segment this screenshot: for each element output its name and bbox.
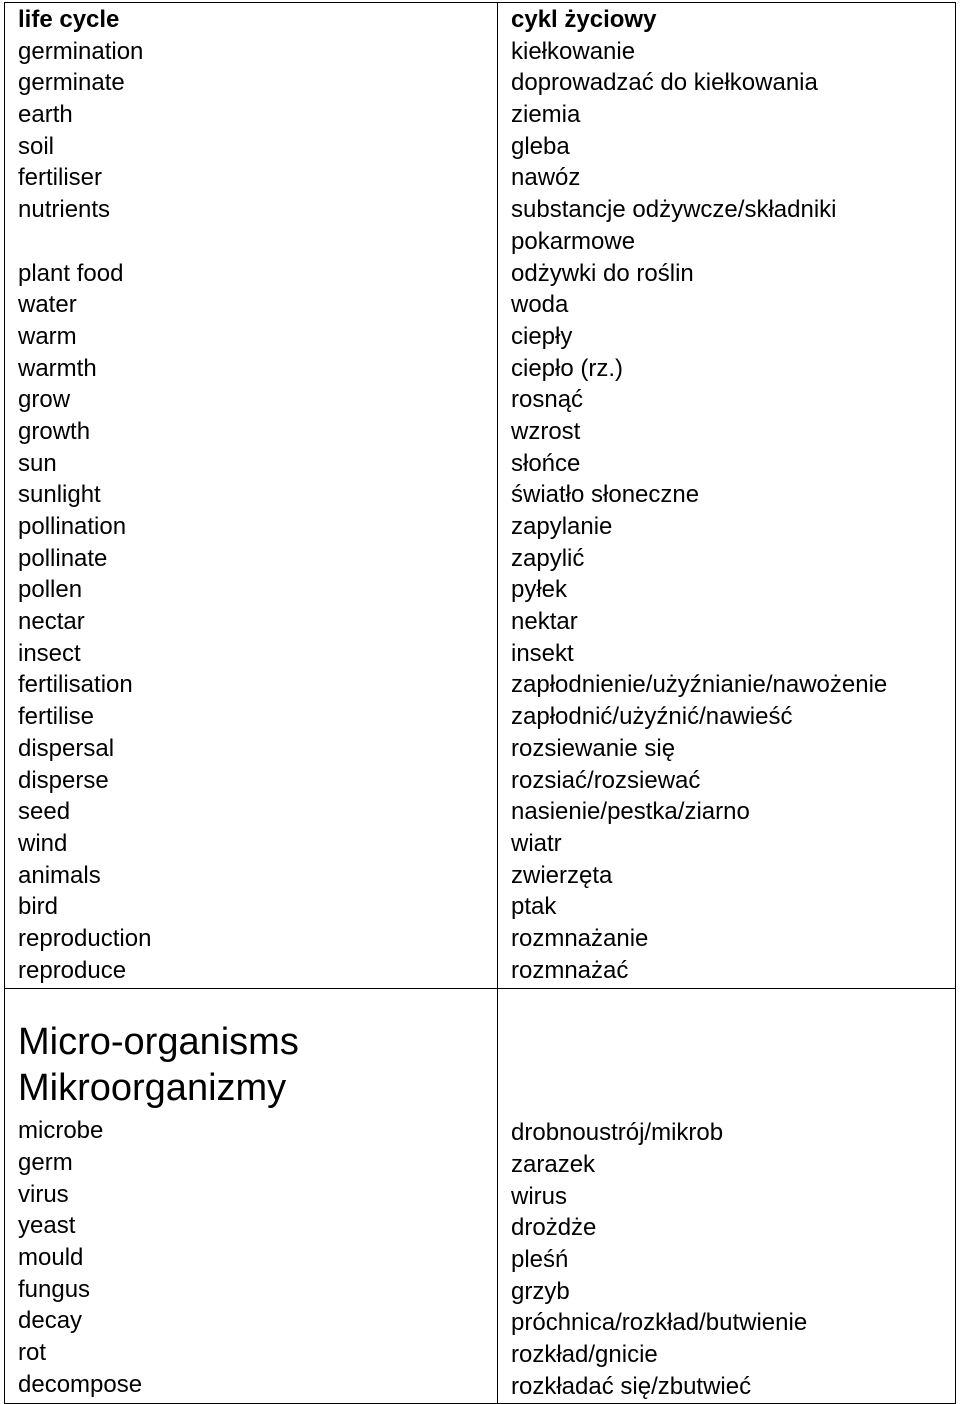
term-row: zapylić bbox=[511, 544, 585, 572]
term-row: warm bbox=[18, 322, 77, 350]
term-row: zwierzęta bbox=[511, 861, 613, 889]
polish-column bbox=[498, 3, 955, 988]
term-row: water bbox=[18, 291, 77, 319]
term-row: rosnąć bbox=[511, 386, 584, 414]
term-row: yeast bbox=[18, 1212, 76, 1240]
term-row: fungus bbox=[18, 1275, 91, 1303]
term-row: animals bbox=[18, 861, 101, 889]
heading-english: Micro-organisms bbox=[18, 1021, 299, 1064]
header-english: life cycle bbox=[18, 6, 120, 33]
term-row: zapylanie bbox=[511, 513, 613, 540]
term-row: insekt bbox=[511, 639, 574, 667]
section-heading bbox=[18, 989, 497, 1113]
term-row: zapłodnić/użyźnić/nawieść bbox=[511, 703, 793, 731]
term-row: germinate bbox=[18, 69, 125, 97]
polish-column-2 bbox=[498, 989, 955, 1402]
term-row: earth bbox=[18, 101, 73, 129]
term-row: rozsiewanie się bbox=[511, 734, 676, 762]
term-row: rozmnażać bbox=[511, 956, 629, 984]
term-row: pollinate bbox=[18, 544, 108, 572]
term-row: dispersal bbox=[18, 734, 115, 762]
term-row: growth bbox=[18, 417, 91, 445]
term-row: grow bbox=[18, 386, 71, 414]
english-column bbox=[5, 3, 498, 988]
term-row: microbe bbox=[18, 1117, 104, 1145]
term-row: próchnica/rozkład/butwienie bbox=[511, 1309, 808, 1337]
header-polish: cykl życiowy bbox=[511, 6, 657, 33]
term-row: pollination bbox=[18, 513, 127, 540]
term-row: seed bbox=[18, 798, 71, 826]
term-row: pyłek bbox=[511, 576, 568, 604]
polish-terms-list-2 bbox=[511, 1117, 955, 1402]
term-row: gleba bbox=[511, 132, 570, 160]
term-row: grzyb bbox=[511, 1277, 570, 1305]
term-row: rozsiać/rozsiewać bbox=[511, 766, 701, 794]
term-row: reproduction bbox=[18, 924, 152, 952]
term-row: drobnoustrój/mikrob bbox=[511, 1119, 724, 1147]
term-row: ciepły bbox=[511, 322, 573, 350]
term-row: insect bbox=[18, 639, 81, 667]
term-row: zapłodnienie/użyźnianie/nawożenie bbox=[511, 671, 888, 699]
english-terms-list bbox=[18, 36, 497, 987]
vocabulary-table bbox=[4, 2, 956, 1404]
term-row: woda bbox=[511, 291, 569, 319]
english-column-2 bbox=[5, 989, 498, 1402]
term-row: nawóz bbox=[511, 164, 581, 192]
term-row: sunlight bbox=[18, 481, 101, 509]
term-row: germination bbox=[18, 37, 144, 65]
term-row: pollen bbox=[18, 576, 83, 604]
term-row: plant food bbox=[18, 259, 124, 287]
term-row: doprowadzać do kiełkowania bbox=[511, 69, 818, 97]
term-row: ptak bbox=[511, 893, 557, 921]
term-row: germ bbox=[18, 1149, 73, 1176]
term-row: fertilise bbox=[18, 703, 95, 731]
life-cycle-section bbox=[5, 3, 955, 989]
term-row: rozkład/gnicie bbox=[511, 1341, 658, 1369]
term-row: wind bbox=[18, 829, 68, 857]
term-row: soil bbox=[18, 132, 55, 160]
term-row: ziemia bbox=[511, 101, 581, 129]
term-row bbox=[18, 226, 497, 258]
english-terms-list-2 bbox=[18, 1113, 497, 1400]
term-row: bird bbox=[18, 893, 59, 921]
term-row: pokarmowe bbox=[511, 227, 636, 255]
term-row: nectar bbox=[18, 608, 85, 636]
term-row: odżywki do roślin bbox=[511, 259, 694, 287]
term-row: nektar bbox=[511, 608, 578, 636]
term-row: decompose bbox=[18, 1370, 143, 1398]
term-row: reproduce bbox=[18, 956, 127, 984]
micro-organisms-section bbox=[5, 989, 955, 1402]
term-row: nasienie/pestka/ziarno bbox=[511, 798, 750, 826]
term-row: światło słoneczne bbox=[511, 481, 700, 509]
term-row: kiełkowanie bbox=[511, 37, 636, 65]
term-row: decay bbox=[18, 1307, 83, 1335]
term-row: disperse bbox=[18, 766, 109, 794]
term-row: sun bbox=[18, 449, 57, 477]
term-row: drożdże bbox=[511, 1214, 597, 1242]
term-row: pleśń bbox=[511, 1246, 569, 1274]
term-row: rozkładać się/zbutwieć bbox=[511, 1372, 752, 1400]
term-row: virus bbox=[18, 1180, 69, 1208]
term-row: substancje odżywcze/składniki bbox=[511, 196, 837, 224]
term-row: fertilisation bbox=[18, 671, 133, 699]
term-row: mould bbox=[18, 1244, 84, 1272]
term-row: rozmnażanie bbox=[511, 924, 649, 952]
term-row: nutrients bbox=[18, 196, 111, 224]
term-row: fertiliser bbox=[18, 164, 103, 192]
heading-polish: Mikroorganizmy bbox=[18, 1067, 287, 1110]
term-row: wirus bbox=[511, 1182, 568, 1210]
polish-terms-list bbox=[511, 36, 955, 987]
term-row: ciepło (rz.) bbox=[511, 354, 624, 382]
term-row: zarazek bbox=[511, 1151, 596, 1178]
term-row: wzrost bbox=[511, 417, 581, 445]
term-row: warmth bbox=[18, 354, 97, 382]
term-row: wiatr bbox=[511, 829, 562, 857]
term-row: rot bbox=[18, 1339, 47, 1367]
term-row: słońce bbox=[511, 449, 581, 477]
